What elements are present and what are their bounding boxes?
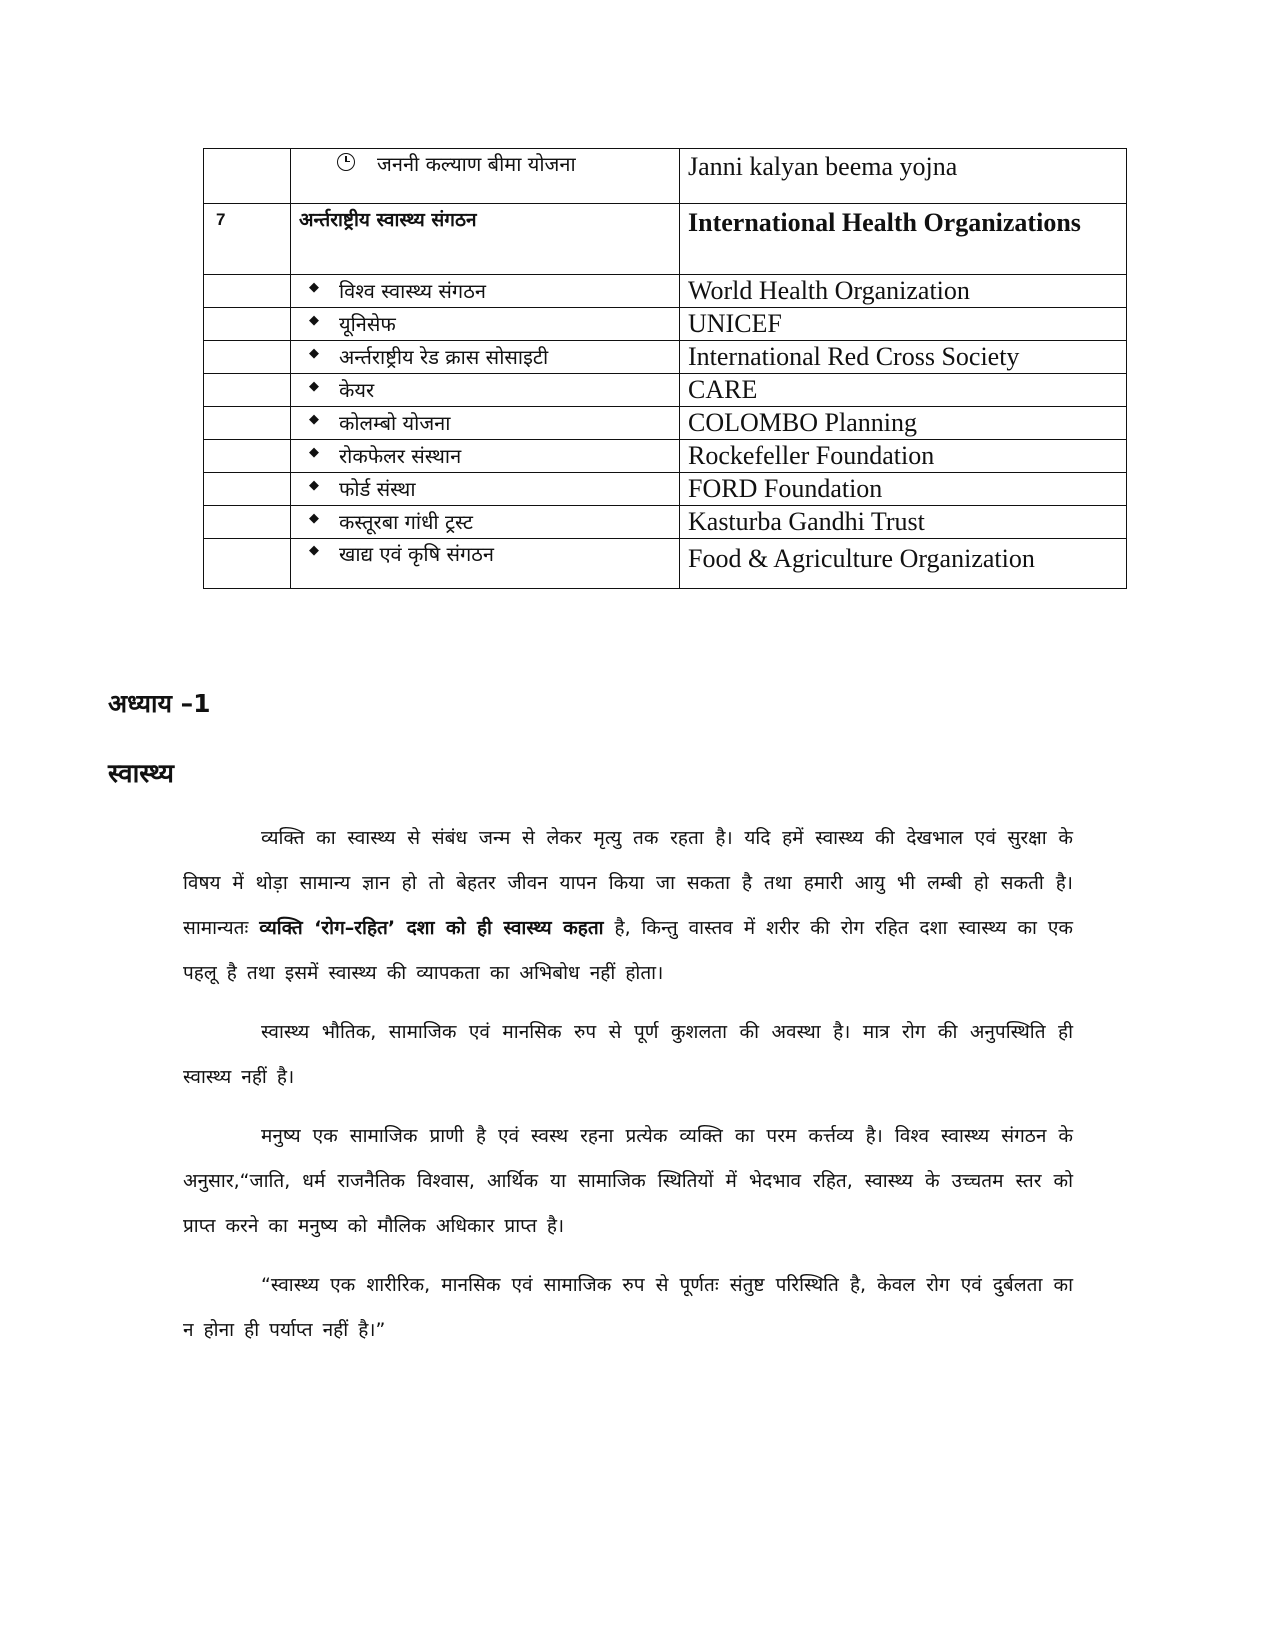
hindi-cell bbox=[291, 440, 680, 473]
english-cell: Rockefeller Foundation bbox=[680, 440, 1127, 473]
paragraph: स्वास्थ्य भौतिक, सामाजिक एवं मानसिक रुप से पूर्ण कुशलता की अवस्था है। मात्र रोग की अनुपस्थिति ही स्वास्थ्य नहीं है। bbox=[183, 1021, 1073, 1088]
number-cell bbox=[204, 407, 291, 440]
hindi-name: कोलम्बो योजना bbox=[339, 411, 451, 435]
hindi-name: यूनिसेफ bbox=[339, 312, 396, 336]
hindi-name: केयर bbox=[339, 378, 375, 402]
number-cell bbox=[204, 308, 291, 341]
quote-paragraph: “स्वास्थ्य एक शारीरिक, मानसिक एवं सामाजिक रुप से पूर्णतः संतुष्ट परिस्थिति है, केवल रोग एवं दुर्बलता का न होना ही पर्याप्त नहीं है।” bbox=[183, 1274, 1073, 1341]
table-row bbox=[204, 440, 1127, 473]
table-row bbox=[204, 308, 1127, 341]
bold-definition: व्यक्ति ‘रोग–रहित’ दशा को ही स्वास्थ्य कहता bbox=[259, 917, 604, 939]
table-section-row bbox=[204, 204, 1127, 275]
table-row bbox=[204, 149, 1127, 204]
hindi-cell bbox=[291, 341, 680, 374]
diamond-bullet-icon: ◆ bbox=[309, 313, 319, 329]
english-cell: World Health Organization bbox=[680, 275, 1127, 308]
number-cell bbox=[204, 440, 291, 473]
number-cell bbox=[204, 275, 291, 308]
table-row bbox=[204, 275, 1127, 308]
diamond-bullet-icon: ◆ bbox=[309, 478, 319, 494]
table-row bbox=[204, 473, 1127, 506]
english-cell: International Red Cross Society bbox=[680, 341, 1127, 374]
number-cell bbox=[204, 149, 291, 204]
body-text bbox=[183, 816, 1073, 1367]
diamond-bullet-icon: ◆ bbox=[309, 379, 319, 395]
hindi-name: विश्व स्वास्थ्य संगठन bbox=[339, 279, 486, 303]
english-cell: FORD Foundation bbox=[680, 473, 1127, 506]
paragraph: मनुष्य एक सामाजिक प्राणी है एवं स्वस्थ रहना प्रत्येक व्यक्ति का परम कर्त्तव्य है। विश्व स्वास्थ्य संगठन के अनुसार,“जाति, धर्म राजनैतिक विश्वास, आर्थिक या सामाजिक स्थितियों में भेदभाव रहित, स्वास्थ्य के उच्चतम स्तर को प्राप्त करने का मनुष्य को मौलिक अधिकार प्राप्त है। bbox=[183, 1125, 1073, 1237]
diamond-bullet-icon: ◆ bbox=[309, 280, 319, 296]
hindi-name: जननी कल्याण बीमा योजना bbox=[377, 152, 576, 176]
hindi-name: कस्तूरबा गांधी ट्रस्ट bbox=[339, 510, 473, 534]
table-row bbox=[204, 374, 1127, 407]
english-cell: CARE bbox=[680, 374, 1127, 407]
paragraph-text: है, किन्तु वास्तव में शरीर की रोग रहित दशा स्वास्थ्य का एक पहलू है तथा इसमें स्वास्थ्य की व्यापकता का अभिबोध नहीं होता। bbox=[183, 917, 1073, 984]
hindi-cell bbox=[291, 539, 680, 589]
section-hindi-title: अर्न्तराष्ट्रीय स्वास्थ्य संगठन bbox=[291, 204, 680, 275]
organizations-table bbox=[203, 148, 1127, 589]
diamond-bullet-icon: ◆ bbox=[309, 511, 319, 527]
hindi-cell bbox=[291, 506, 680, 539]
english-cell: COLOMBO Planning bbox=[680, 407, 1127, 440]
number-cell bbox=[204, 341, 291, 374]
section-english-title: International Health Organizations bbox=[680, 204, 1127, 275]
hindi-name: खाद्य एवं कृषि संगठन bbox=[339, 542, 494, 566]
paragraph bbox=[183, 816, 1073, 996]
section-heading: स्वास्थ्य bbox=[108, 759, 175, 789]
diamond-bullet-icon: ◆ bbox=[309, 412, 319, 428]
diamond-bullet-icon: ◆ bbox=[309, 543, 319, 559]
hindi-cell bbox=[291, 149, 680, 204]
table-row bbox=[204, 506, 1127, 539]
clock-icon bbox=[337, 153, 355, 171]
hindi-cell bbox=[291, 374, 680, 407]
hindi-cell bbox=[291, 407, 680, 440]
section-number: 7 bbox=[204, 204, 291, 275]
number-cell bbox=[204, 506, 291, 539]
hindi-cell bbox=[291, 275, 680, 308]
hindi-cell bbox=[291, 473, 680, 506]
number-cell bbox=[204, 374, 291, 407]
hindi-name: फोर्ड संस्था bbox=[339, 477, 416, 501]
hindi-name: रोकफेलर संस्थान bbox=[339, 444, 462, 468]
english-cell: Food & Agriculture Organization bbox=[680, 539, 1127, 589]
hindi-cell bbox=[291, 308, 680, 341]
english-cell: Janni kalyan beema yojna bbox=[680, 149, 1127, 204]
number-cell bbox=[204, 539, 291, 589]
diamond-bullet-icon: ◆ bbox=[309, 445, 319, 461]
table-row bbox=[204, 341, 1127, 374]
chapter-heading: अध्याय –1 bbox=[108, 689, 211, 718]
english-cell: Kasturba Gandhi Trust bbox=[680, 506, 1127, 539]
paragraph-text: व्यक्ति का स्वास्थ्य से संबंध जन्म से लेकर मृत्यु तक रहता है। यदि हमें स्वास्थ्य की देखभाल एवं सुरक्षा के विषय में थोड़ा सामान्य ज्ञान हो तो बेहतर जीवन यापन किया जा सकता है तथा हमारी आयु भी लम्बी हो सकती है। सामान्यतः bbox=[183, 827, 1073, 939]
english-cell: UNICEF bbox=[680, 308, 1127, 341]
diamond-bullet-icon: ◆ bbox=[309, 346, 319, 362]
hindi-name: अर्न्तराष्ट्रीय रेड क्रास सोसाइटी bbox=[339, 345, 549, 369]
table-row bbox=[204, 407, 1127, 440]
table-row bbox=[204, 539, 1127, 589]
number-cell bbox=[204, 473, 291, 506]
